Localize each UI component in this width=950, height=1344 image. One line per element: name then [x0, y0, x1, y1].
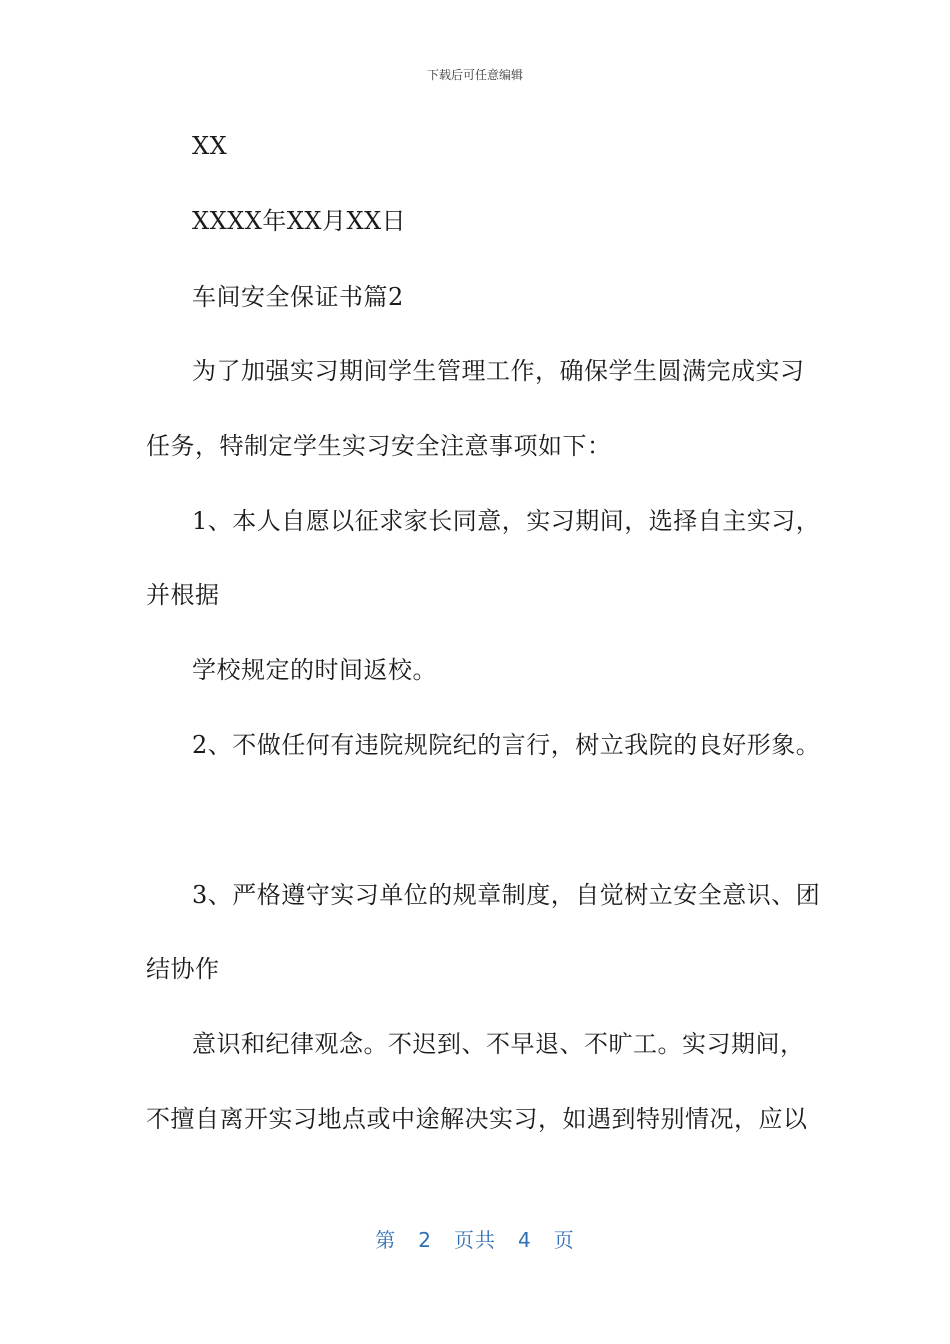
paragraph-line: 3、严格遵守实习单位的规章制度，自觉树立安全意识、团	[192, 881, 821, 909]
signature-name: XX	[192, 132, 228, 160]
paragraph-line: 学校规定的时间返校。	[192, 656, 437, 684]
paragraph-line: 为了加强实习期间学生管理工作，确保学生圆满完成实习	[192, 357, 805, 385]
page-label-middle: 页共	[454, 1228, 496, 1252]
paragraph-line: 2、不做任何有违院规院纪的言行，树立我院的良好形象。	[192, 731, 821, 759]
signature-date: XXXX年XX月XX日	[192, 207, 407, 235]
paragraph-line: 任务，特制定学生实习安全注意事项如下：	[146, 432, 612, 460]
section-title: 车间安全保证书篇2	[192, 283, 404, 311]
current-page-number: 2	[418, 1228, 432, 1252]
paragraph-line: 意识和纪律观念。不迟到、不早退、不旷工。实习期间，	[192, 1030, 805, 1058]
paragraph-line: 1、本人自愿以征求家长同意，实习期间，选择自主实习，	[192, 507, 821, 535]
total-page-number: 4	[518, 1228, 532, 1252]
page-header-note: 下载后可任意编辑	[426, 68, 523, 82]
paragraph-line: 不擅自离开实习地点或中途解决实习，如遇到特别情况，应以	[146, 1105, 808, 1133]
page-footer	[0, 1224, 950, 1253]
page-label-suffix: 页	[553, 1228, 575, 1252]
page-label-prefix: 第	[375, 1228, 397, 1252]
paragraph-line: 并根据	[146, 581, 220, 609]
paragraph-line: 结协作	[146, 955, 220, 983]
